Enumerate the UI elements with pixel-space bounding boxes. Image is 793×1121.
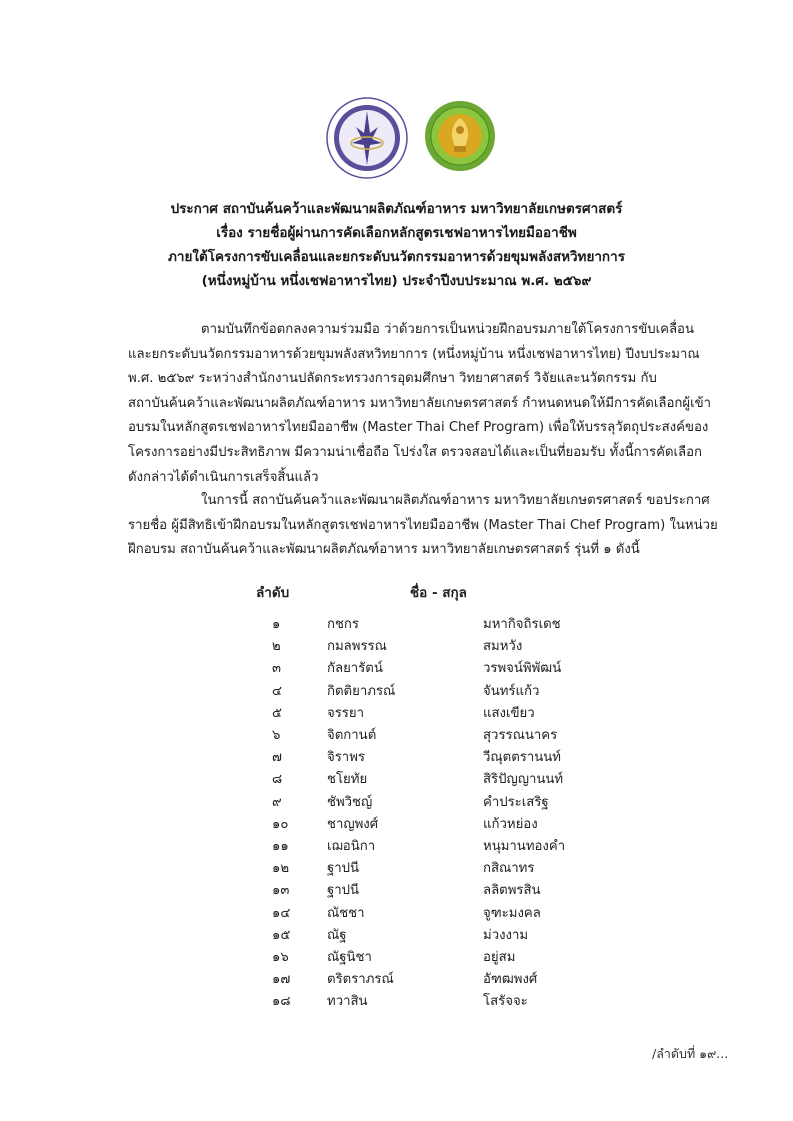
last-name: คำประเสริฐ (483, 794, 549, 810)
table-row (0, 724, 793, 746)
first-name: กมลพรรณ (327, 639, 387, 655)
paragraph-line: โครงการอย่างมีประสิทธิภาพ มีความน่าเชื่อถือ โปร่งใส ตรวจสอบได้และเป็นที่ยอมรับ ทั้งนี้การคัดเลือก (128, 444, 703, 460)
last-name: มหากิจถิรเดช (483, 617, 561, 632)
logo-area (0, 97, 793, 177)
last-name: สิริปัญญานนท์ (483, 772, 564, 788)
table-row (0, 635, 793, 657)
paragraph-announcement (128, 489, 730, 563)
row-number: ๖ (272, 728, 281, 743)
first-name: จิราพร (327, 750, 365, 766)
first-name: ฐาปนี (327, 861, 360, 877)
table-row (0, 835, 793, 857)
table-row (0, 702, 793, 724)
row-number: ๔ (272, 683, 282, 699)
heading-line-2: เรื่อง รายชื่อผู้ผ่านการคัดเลือกหลักสูตรเชฟอาหารไทยมืออาชีพ (216, 225, 577, 241)
first-name: ณัชชา (327, 905, 365, 921)
row-number: ๕ (272, 705, 282, 721)
last-name: วรพจน์พิพัฒน์ (483, 661, 562, 677)
heading-line-4: (หนึ่งหมู่บ้าน หนึ่งเชฟอาหารไทย) ประจำปีงบประมาณ พ.ศ. ๒๕๖๙ (201, 273, 592, 289)
row-number: ๓ (272, 661, 282, 677)
row-number: ๗ (272, 750, 282, 766)
row-number: ๑๑ (272, 839, 289, 854)
paragraph-line: และยกระดับนวัตกรรมอาหารด้วยขุมพลังสหวิทยาการ (หนึ่งหมู่บ้าน หนึ่งเชฟอาหารไทย) ปีงบประมาณ (128, 346, 700, 362)
first-name: กชกร (327, 617, 360, 632)
last-name: โสรัจจะ (483, 994, 528, 1010)
first-name: ชัพวิชญ์ (327, 794, 373, 810)
column-header-number: ลำดับ (256, 585, 290, 601)
first-name: ชาญพงศ์ (327, 816, 379, 832)
first-name: เฌอนิกา (327, 839, 376, 854)
first-name: ชโยทัย (327, 772, 368, 788)
last-name: จูฑะมงคล (483, 905, 541, 921)
last-name: สุวรรณนาคร (483, 728, 558, 743)
row-number: ๙ (272, 794, 282, 810)
first-name: กิตติยาภรณ์ (327, 683, 396, 699)
row-number: ๑๔ (272, 905, 291, 921)
table-row (0, 768, 793, 790)
table-row (0, 813, 793, 835)
paragraph-line: ดังกล่าวได้ดำเนินการเสร็จสิ้นแล้ว (128, 469, 319, 485)
last-name: สมหวัง (483, 639, 523, 655)
paragraph-line: ในการนี้ สถาบันค้นคว้าและพัฒนาผลิตภัณฑ์อาหาร มหาวิทยาลัยเกษตรศาสตร์ ขอประกาศ (201, 493, 710, 508)
row-number: ๑๖ (272, 950, 289, 965)
row-number: ๑๒ (272, 861, 290, 877)
row-number: ๑๘ (272, 994, 291, 1010)
table-row (0, 879, 793, 901)
last-name: แก้วหย่อง (483, 816, 538, 832)
last-name: ม่วงงาม (483, 927, 529, 943)
row-number: ๘ (272, 772, 283, 788)
table-row (0, 946, 793, 968)
last-name: จันทร์แก้ว (483, 683, 540, 699)
heading-line-1: ประกาศ สถาบันค้นคว้าและพัฒนาผลิตภัณฑ์อาหาร มหาวิทยาลัยเกษตรศาสตร์ (170, 201, 623, 217)
first-name: ณัฐ (327, 927, 347, 943)
table-row (0, 657, 793, 679)
first-name: ณัฐนิชา (327, 950, 372, 965)
paragraph-line: อบรมในหลักสูตรเชฟอาหารไทยมืออาชีพ (Master Thai Chef Program) เพื่อให้บรรลุวัตถุประสงค์ของ (128, 420, 709, 436)
first-name: ฐาปนี (327, 883, 360, 899)
first-name: ตริตราภรณ์ (327, 972, 394, 988)
announcement-heading (60, 197, 733, 293)
row-number: ๑ (272, 617, 281, 632)
paragraph-line: สถาบันค้นคว้าและพัฒนาผลิตภัณฑ์อาหาร มหาวิทยาลัยเกษตรศาสตร์ กำหนดหนดให้มีการคัดเลือกผู้เข้า (128, 395, 712, 411)
table-row (0, 990, 793, 1012)
table-row (0, 613, 793, 635)
row-number: ๒ (272, 639, 281, 655)
last-name: วีณุตตรานนท์ (483, 750, 561, 766)
table-row (0, 680, 793, 702)
paragraph-line: ตามบันทึกข้อตกลงความร่วมมือ ว่าด้วยการเป็นหน่วยฝึกอบรมภายใต้โครงการขับเคลื่อน (201, 322, 694, 337)
table-row (0, 857, 793, 879)
table-row (0, 902, 793, 924)
paragraph-line: ฝึกอบรม สถาบันค้นคว้าและพัฒนาผลิตภัณฑ์อาหาร มหาวิทยาลัยเกษตรศาสตร์ รุ่นที่ ๑ ดังนี้ (128, 542, 640, 558)
last-name: ลลิตพรสิน (483, 883, 541, 899)
first-name: จรรยา (327, 705, 365, 721)
last-name: อยู่สม (483, 950, 516, 965)
table-row (0, 924, 793, 946)
first-name: กัลยารัตน์ (327, 661, 383, 677)
paragraph-intro (128, 318, 730, 490)
institute-logo-left (326, 97, 408, 179)
paragraph-line: รายชื่อ ผู้มีสิทธิเข้าฝึกอบรมในหลักสูตรเชฟอาหารไทยมืออาชีพ (Master Thai Chef Program) ในหน่วย (128, 517, 718, 533)
row-number: ๑๗ (272, 972, 291, 988)
last-name: แสงเขียว (483, 705, 535, 721)
last-name: อัฑฒพงศ์ (483, 972, 538, 988)
column-header-name: ชื่อ - สกุล (410, 585, 467, 601)
table-row (0, 746, 793, 768)
paragraph-line: พ.ศ. ๒๕๖๙ ระหว่างสำนักงานปลัดกระทรวงการอุดมศึกษา วิทยาศาสตร์ วิจัยและนวัตกรรม กับ (128, 371, 657, 387)
heading-line-3: ภายใต้โครงการขับเคลื่อนและยกระดับนวัตกรรมอาหารด้วยขุมพลังสหวิทยาการ (168, 249, 625, 265)
last-name: กสิณาทร (483, 861, 535, 877)
university-logo-right (424, 100, 496, 172)
continued-note: /ลำดับที่ ๑๙... (652, 1046, 729, 1061)
row-number: ๑๕ (272, 927, 291, 943)
last-name: หนุมานทองคำ (483, 839, 566, 854)
row-number: ๑๓ (272, 883, 290, 899)
table-row (0, 968, 793, 990)
first-name: ทวาสิน (327, 994, 368, 1010)
table-row (0, 791, 793, 813)
first-name: จิตกานต์ (327, 728, 377, 743)
row-number: ๑๐ (272, 816, 289, 832)
